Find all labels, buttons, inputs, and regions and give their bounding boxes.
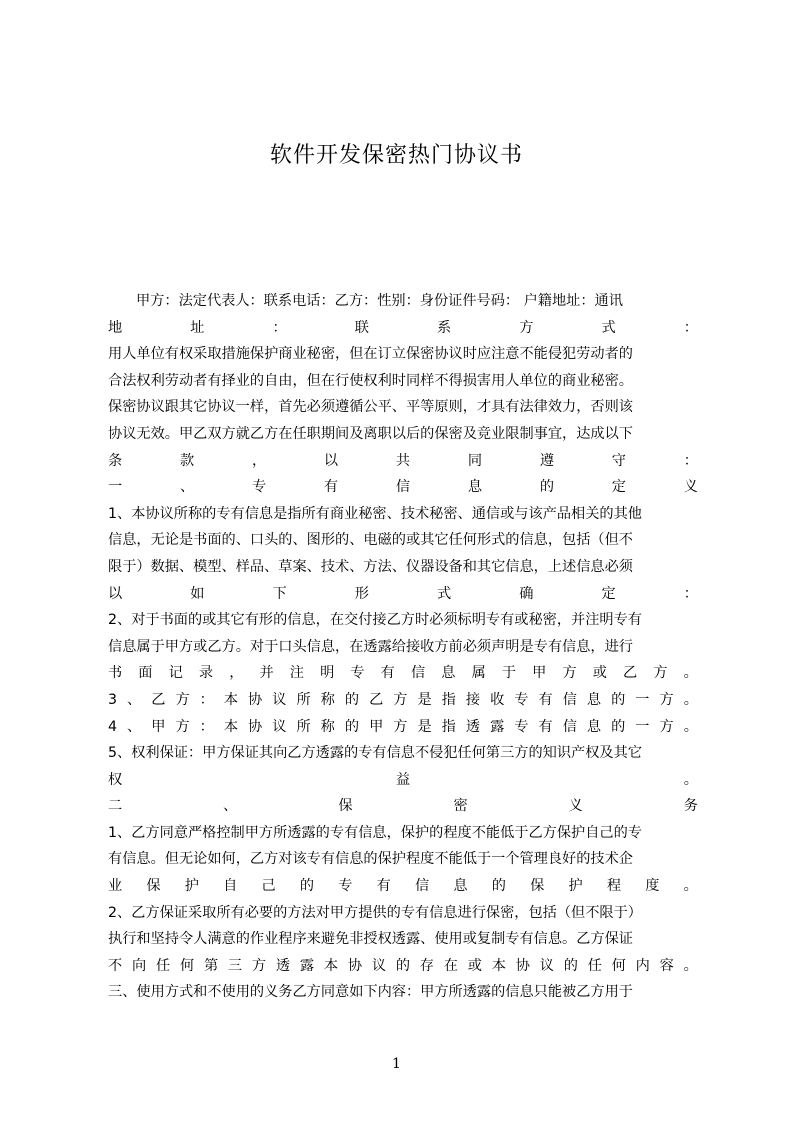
paragraph-line: 甲方：法定代表人：联系电话：乙方：性别：身份证件号码： 户籍地址：通讯 xyxy=(136,293,623,309)
paragraph-line: 信息，无论是书面的、口头的、图形的、电磁的或其它任何形式的信息，包括（但不 xyxy=(108,532,633,549)
paragraph-line: 条 款 ， 以 共 同 遵 守 ： xyxy=(108,452,698,469)
paragraph-line: 协议无效。甲乙双方就乙方在任职期间及离职以后的保密及竞业限制事宜，达成以下 xyxy=(108,425,633,442)
paragraph-line: 2、乙方保证采取所有必要的方法对甲方提供的专有信息进行保密，包括（但不限于） xyxy=(108,904,642,921)
document-body xyxy=(108,288,698,1006)
paragraph-line: 用人单位有权采取措施保护商业秘密，但在订立保密协议时应注意不能侵犯劳动者的 xyxy=(108,346,633,363)
paragraph-line: 1、本协议所称的专有信息是指所有商业秘密、技术秘密、通信或与该产品相关的其他 xyxy=(108,505,642,522)
paragraph-line: 权 益 。 xyxy=(108,771,698,788)
page-number: 1 xyxy=(392,1056,401,1072)
paragraph-line: 3 、 乙 方 ： 本 协 议 所 称 的 乙 方 是 指 接 收 专 有 信 息 的 一 方 。 xyxy=(108,691,698,708)
paragraph-line: 2、对于书面的或其它有形的信息，在交付接乙方时必须标明专有或秘密，并注明专有 xyxy=(108,612,642,629)
paragraph-line: 以 如 下 形 式 确 定 ： xyxy=(108,585,698,602)
document-title: 软件开发保密热门协议书 xyxy=(269,143,523,168)
section-heading: 二 、 保 密 义 务 xyxy=(108,798,698,815)
paragraph-line: 5、权利保证：甲方保证其向乙方透露的专有信息不侵犯任何第三方的知识产权及其它 xyxy=(108,745,642,762)
paragraph-line: 书 面 记 录 ， 并 注 明 专 有 信 息 属 于 甲 方 或 乙 方 。 xyxy=(108,665,698,682)
paragraph-line: 限于）数据、模型、样品、草案、技术、方法、仪器设备和其它信息，上述信息必须 xyxy=(108,558,633,575)
paragraph-line: 4 、 甲 方 ： 本 协 议 所 称 的 甲 方 是 指 透 露 专 有 信 息 的 一 方 。 xyxy=(108,718,698,735)
paragraph-line: 执行和坚持令人满意的作业程序来避免非授权透露、使用或复制专有信息。乙方保证 xyxy=(108,931,633,948)
paragraph-line: 信息属于甲方或乙方。对于口头信息，在透露给接收方前必须声明是专有信息，进行 xyxy=(108,638,633,655)
paragraph-line: 有信息。但无论如何，乙方对该专有信息的保护程度不能低于一个管理良好的技术企 xyxy=(108,851,633,868)
paragraph-line: 不 向 任 何 第 三 方 透 露 本 协 议 的 存 在 或 本 协 议 的 任 何 内 容 。 xyxy=(108,957,698,974)
section-heading: 一 、 专 有 信 息 的 定 义 xyxy=(108,479,698,496)
paragraph-line: 1、乙方同意严格控制甲方所透露的专有信息，保护的程度不能低于乙方保护自己的专 xyxy=(108,824,642,841)
paragraph-line: 三、使用方式和不使用的义务乙方同意如下内容：甲方所透露的信息只能被乙方用于 xyxy=(108,984,633,1001)
paragraph-line: 业 保 护 自 己 的 专 有 信 息 的 保 护 程 度 。 xyxy=(108,878,698,895)
paragraph-line: 地 址 ： 联 系 方 式 ： xyxy=(108,319,698,336)
paragraph-line: 合法权利劳动者有择业的自由，但在行使权利时同样不得损害用人单位的商业秘密。 xyxy=(108,372,633,389)
paragraph-line: 保密协议跟其它协议一样，首先必须遵循公平、平等原则，才具有法律效力，否则该 xyxy=(108,399,633,416)
